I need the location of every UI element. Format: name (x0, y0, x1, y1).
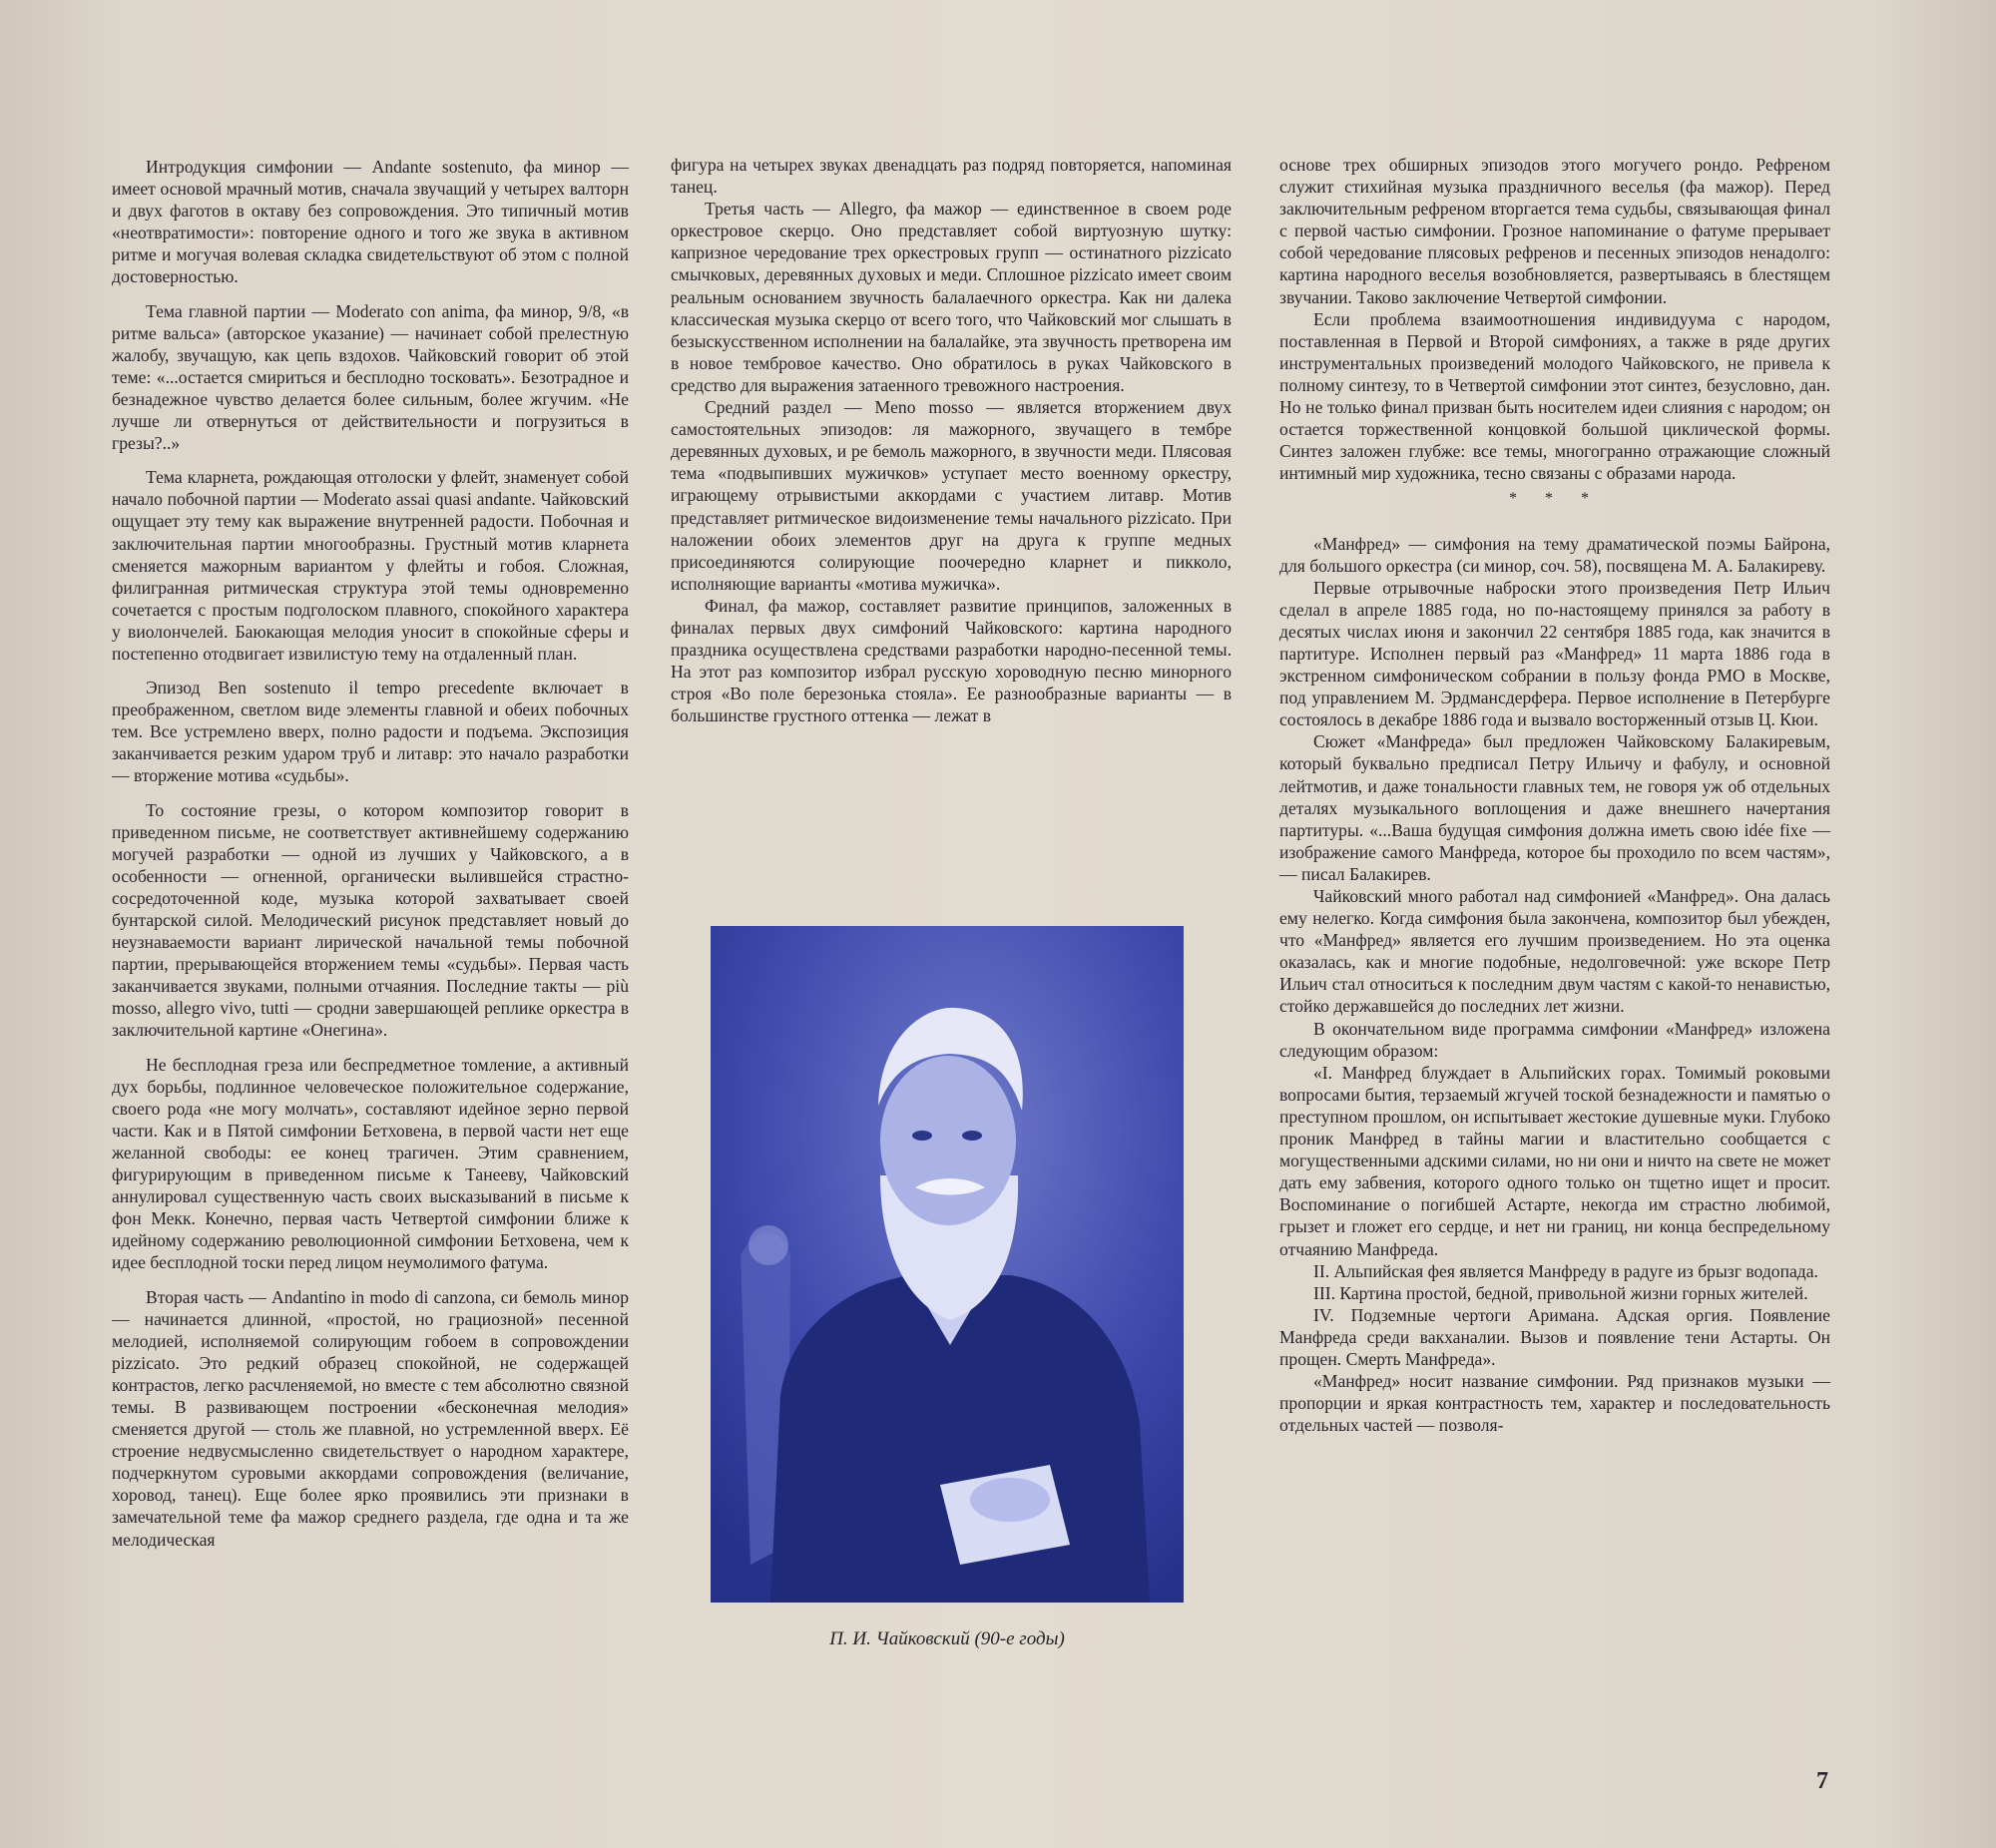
paragraph: Чайковский много работал над симфонией «Манфред». Она далась ему нелегко. Когда симфония была закончена, композитор был убежден, что «Манфред» является его лучшим произведением. Но эта оценка оказалась, как и многие подобные, недолговечной: уже вскоре Петр Ильич стал относиться к последним двум частям с какой-то ненавистью, стойко державшейся до последних лет жизни. (1279, 886, 1830, 1017)
paragraph: «Манфред» носит название симфонии. Ряд признаков музыки — пропорции и яркая контрастность тем, характер и последовательность отдельных частей — позволя- (1279, 1371, 1830, 1436)
paragraph: Интродукция симфонии — Andante sostenuto, фа минор — имеет основой мрачный мотив, сначала звучащий у четырех валторн и двух фаготов в октаву без сопровождения. Это типичный мотив «неотвратимости»: повторение одного и того же звука в активном ритме и могучая волевая складка свидетельствуют об этом с полной достоверностью. (112, 157, 629, 287)
paragraph: В окончательном виде программа симфонии «Манфред» изложена следующим образом: (1279, 1018, 1830, 1061)
paragraph: Вторая часть — Andantino in modo di canzona, си бемоль минор — начинается длинной, «простой, но грациозной» песенной мелодией, исполняемой солирующим гобоем в сопровождении pizzicato. Это редкий образец спокойной, не содержащей контрастов, легко расчленяемой, но вместе с тем абсолютно связной темы. В развивающем построении «бесконечная мелодия» сменяется другой — столь же плавной, но устремленной вверх. Её строение недвусмысленно свидетельствует о народном характере, подчеркнутом суровыми аккордами сопровождения (величание, хоровод, танец). Еще более ярко проявились эти признаки в замечательной теме фа мажор среднего раздела, где одна и та же мелодическая (112, 1286, 629, 1550)
paragraph: Тема кларнета, рождающая отголоски у флейт, знаменует собой начало побочной партии — Moderato assai quasi andante. Чайковский ощущает эту тему как выражение внутренней радости. Побочная и заключительная партии многообразны. Грустный мотив кларнета сменяется мажорным вариантом у флейты и гобоя. Сложная, филигранная ритмическая структура этой темы одновременно сочетается с простым подголоском плавного, спокойного характера у виолончелей. Баюкающая мелодия уносит в спокойные сферы и постепенно отодвигает извилистую тему на отдаленный план. (112, 467, 629, 664)
text-column-right (1279, 154, 1830, 1436)
paragraph: Третья часть — Allegro, фа мажор — единственное в своем роде оркестровое скерцо. Оно представляет собой виртуозную шутку: капризное чередование трех оркестровых групп — остинатного pizzicato смычковых, деревянных духовых и меди. Сплошное pizzicato имеет своим реальным основанием звучность балалаечного оркестра. Как ни далека классическая музыка скерцо от всего того, что Чайковский мог слышать в безыскусственном исполнении на балалайке, эта звучность претворена им в новое тембровое качество. Оно обратилось в руках Чайковского в средство для выражения затаенного тревожного настроения. (671, 199, 1232, 395)
paragraph: IV. Подземные чертоги Аримана. Адская оргия. Появление Манфреда среди вакханалии. Вызов и появление тени Астарты. Он прощен. Смерть Манфреда». (1279, 1304, 1830, 1369)
paragraph: II. Альпийская фея является Манфреду в радуге из брызг водопада. (1313, 1260, 1818, 1281)
paragraph: Сюжет «Манфреда» был предложен Чайковскому Балакиревым, который буквально предписал Петру Ильичу и фабулу, и основной лейтмотив, и даже тональности главных тем, не говоря уж об отдельных деталях музыкального воплощения и даже внешнего начертания партитуры. «...Ваша будущая симфония должна иметь свою idée fixe — изображение самого Манфреда, которое бы проходило по всем частям», — писал Балакирев. (1279, 731, 1830, 884)
paragraph: Средний раздел — Meno mosso — является вторжением двух самостоятельных эпизодов: ля мажорного, звучащего в тембре деревянных духовых, и ре бемоль мажорного, в звучности меди. Плясовая тема «подвыпивших мужичков» уступает место военному оркестру, играющему отрывистыми аккордами с участием литавр. Мотив представляет ритмическое видоизменение темы начального pizzicato. При наложении обоих элементов друг на друга к группе медных присоединяются солирующие поочередно кларнет и пикколо, исполняющие варианты «мотива мужичка». (671, 397, 1232, 594)
section-separator-stars: * * * (1509, 490, 1601, 508)
text-column-left (112, 156, 629, 1551)
paragraph: То состояние грезы, о котором композитор говорит в приведенном письме, не соответствует активнейшему содержанию могучей разработки — одной из лучших у Чайковского, а в особенности — огненной, органически вылившейся страстно-сосредоточенной коде, музыка которой захватывает своей бунтарской силой. Мелодический рисунок представляет новый до неузнаваемости вариант лирической начальной темы побочной партии, прерывающейся вторжением темы «судьбы». Первая часть заканчивается звуками, полными отчаяния. Последние такты — più mosso, allegro vivo, tutti — сродни завершающей реплике оркестра в заключительной картине «Онегина». (112, 799, 629, 1041)
paragraph: Финал, фа мажор, составляет развитие принципов, заложенных в финалах первых двух симфоний Чайковского: картина народного праздника осуществлена средствами разработки народно-песенной темы. На этот раз композитор избрал русскую хороводную песню минорного строя «Во поле березонька стояла». Ее разнообразные варианты — в большинстве грустного оттенка — лежат в (671, 595, 1232, 726)
page-number: 7 (1816, 1768, 1828, 1794)
portrait-illustration (711, 926, 1184, 1603)
text-column-middle (671, 154, 1232, 726)
portrait-photo (711, 926, 1184, 1603)
paragraph: «Манфред» — симфония на тему драматической поэмы Байрона, для большого оркестра (си минор, соч. 58), посвящена М. А. Балакиреву. (1279, 533, 1830, 576)
paragraph: Если проблема взаимоотношения индивидуума с народом, поставленная в Первой и Второй симфониях, а также в ряде других инструментальных произведений молодого Чайковского, не привела к полному синтезу, то в Четвертой симфонии этот синтез, безусловно, дан. Но не только финал призван быть носителем идеи слияния с народом; он остается торжественной концовкой большой циклической формы. Синтез заложен глубже: все темы, многогранно отражающие сложный интимный мир художника, тесно связаны с образами народа. (1279, 308, 1830, 484)
paragraph: «I. Манфред блуждает в Альпийских горах. Томимый роковыми вопросами бытия, терзаемый жгучей тоской безнадежности и памятью о преступном прошлом, он испытывает жестокие душевные муки. Глубоко проник Манфред в тайны магии и властительно сообщается с могущественными адскими силами, но ни они и ничто на свете не может дать ему забвения, которого одного только он тщетно ищет и просит. Воспоминание о погибшей Астарте, некогда им страстно любимой, грызет и гложет его сердце, и нет ни границ, ни конца беспредельному отчаянию Манфреда. (1279, 1062, 1830, 1259)
paragraph: основе трех обширных эпизодов этого могучего рондо. Рефреном служит стихийная музыка праздничного веселья (фа мажор). Перед заключительным рефреном вторгается тема судьбы, связывающая финал с первой частью симфонии. Грозное напоминание о фатуме прерывает собой чередование плясовых рефренов и песенных эпизодов ненадолго: картина народного веселья возобновляется, развертываясь в блестящем звучании. Таково заключение Четвертой симфонии. (1279, 155, 1830, 307)
paragraph: Первые отрывочные наброски этого произведения Петр Ильич сделал в апреле 1885 года, но по-настоящему принялся за работу в десятых числах июня и закончил 22 сентября 1885 года, как значится в партитуре. Исполнен первый раз «Манфред» 11 марта 1886 года в экстренном симфоническом собрании в пользу фонда РМО в Москве, под управлением М. Эрдмансдерфера. Первое исполнение в Петербурге состоялось в декабре 1886 года и вызвало восторженный отзыв Ц. Кюи. (1279, 577, 1830, 730)
paragraph: Не бесплодная греза или беспредметное томление, а активный дух борьбы, подлинное человеческое положительное содержание, своего рода «не могу молчать», составляют идейное зерно первой части. Как и в Пятой симфонии Бетховена, в первой части нет еще желанной свободы: ее конец трагичен. Этим сравнением, фигурирующим в приведенном письме к Танееву, Чайковский аннулировал существенную часть своих высказываний в письме к фон Мекк. Конечно, первая часть Четвертой симфонии ближе к идейному содержанию революционной симфонии Бетховена, чем к идее бесплодной тоски перед лицом неумолимого фатума. (112, 1054, 629, 1273)
photo-caption: П. И. Чайковский (90-е годы) (829, 1628, 1065, 1649)
paragraph: Эпизод Ben sostenuto il tempo precedente включает в преображенном, светлом виде элементы главной и обеих побочных тем. Все устремлено вверх, полно радости и подъема. Экспозиция заканчивается резким ударом труб и литавр: это начало разработки — вторжение мотива «судьбы». (112, 678, 629, 786)
paragraph: фигура на четырех звуках двенадцать раз подряд повторяется, напоминая танец. (671, 155, 1232, 198)
paragraph: Тема главной партии — Moderato con anima, фа минор, 9/8, «в ритме вальса» (авторское указание) — начинает собой прелестную жалобу, звучащую, как цепь вздохов. Чайковский говорит об этой теме: «...остается смириться и бесплодно тосковать». Безотрадное и безнадежное чувство делается более сильным, более жгучим. «Не лучше ли отвернуться от действительности и погрузиться в грезы?..» (112, 300, 629, 454)
paragraph: III. Картина простой, бедной, привольной жизни горных жителей. (1313, 1282, 1808, 1303)
